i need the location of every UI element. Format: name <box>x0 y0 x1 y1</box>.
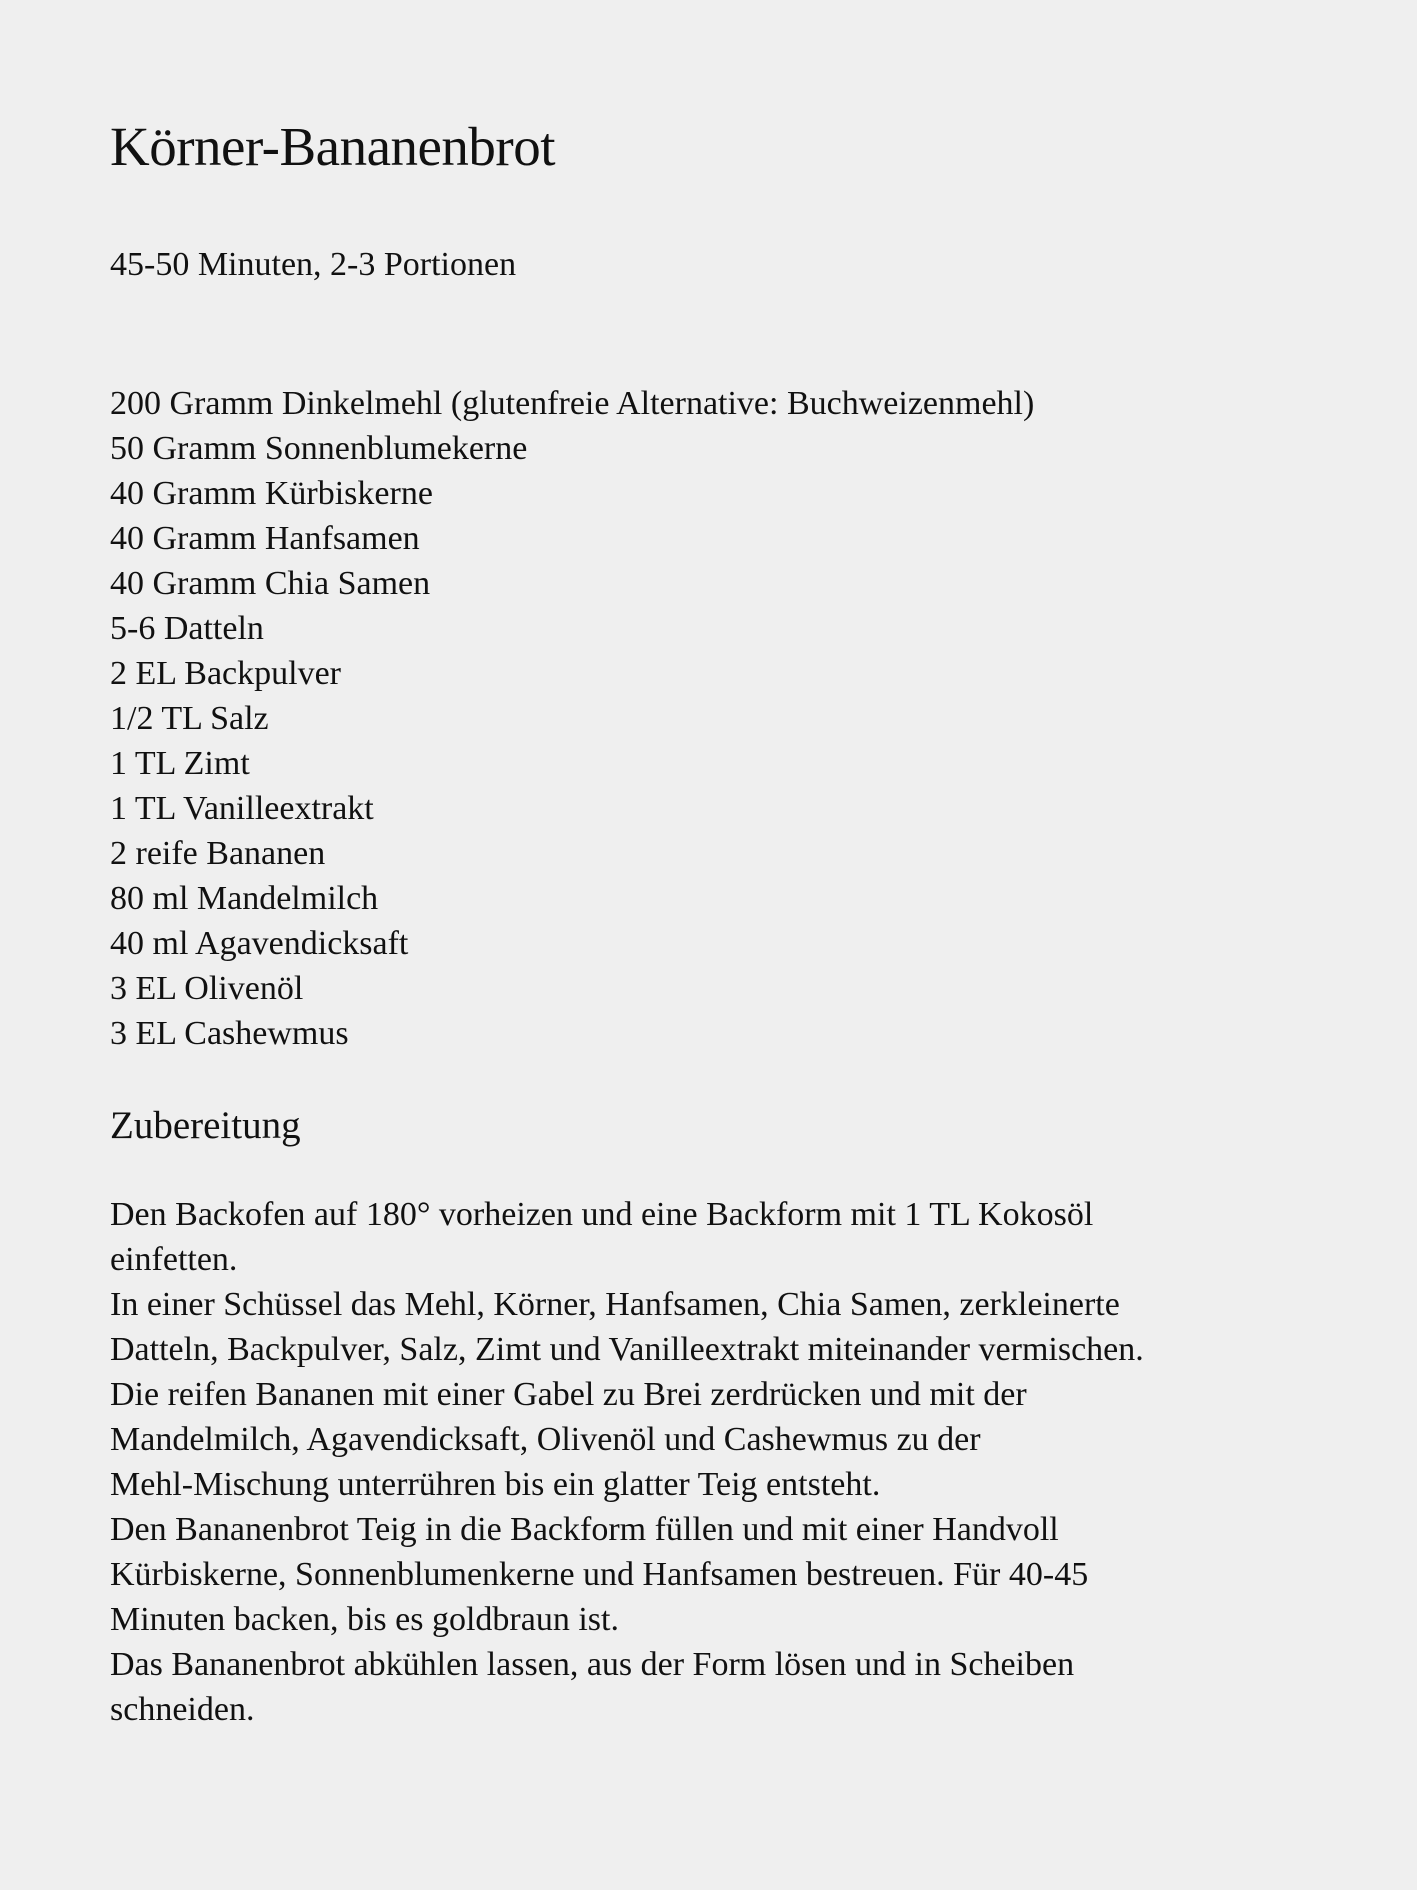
ingredient-item: 40 Gramm Hanfsamen <box>110 520 420 557</box>
preparation-line: schneiden. <box>110 1691 255 1728</box>
ingredient-item: 50 Gramm Sonnenblumekerne <box>110 430 528 467</box>
ingredient-item: 40 Gramm Kürbiskerne <box>110 475 433 512</box>
preparation-line: Datteln, Backpulver, Salz, Zimt und Vanilleextrakt miteinander vermischen. <box>110 1331 1144 1368</box>
preparation-line: Den Bananenbrot Teig in die Backform füllen und mit einer Handvoll <box>110 1511 1059 1548</box>
ingredient-item: 1 TL Zimt <box>110 745 250 782</box>
preparation-line: Kürbiskerne, Sonnenblumenkerne und Hanfsamen bestreuen. Für 40-45 <box>110 1556 1089 1593</box>
preparation-line: Die reifen Bananen mit einer Gabel zu Brei zerdrücken und mit der <box>110 1376 1027 1413</box>
preparation-line: Das Bananenbrot abkühlen lassen, aus der Form lösen und in Scheiben <box>110 1646 1075 1683</box>
preparation-line: Mandelmilch, Agavendicksaft, Olivenöl und Cashewmus zu der <box>110 1421 981 1458</box>
ingredient-item: 1/2 TL Salz <box>110 700 269 737</box>
preparation-heading: Zubereitung <box>110 1104 301 1147</box>
ingredient-item: 80 ml Mandelmilch <box>110 880 379 917</box>
ingredient-item: 2 EL Backpulver <box>110 655 341 692</box>
ingredient-item: 2 reife Bananen <box>110 835 326 872</box>
ingredient-item: 5-6 Datteln <box>110 610 264 647</box>
preparation-text <box>110 1192 1260 1732</box>
ingredient-list <box>110 381 1034 1056</box>
ingredient-item: 200 Gramm Dinkelmehl (glutenfreie Alternative: Buchweizenmehl) <box>110 385 1035 422</box>
ingredient-item: 40 ml Agavendicksaft <box>110 925 409 962</box>
recipe-time-and-servings: 45-50 Minuten, 2-3 Portionen <box>110 246 517 283</box>
preparation-line: In einer Schüssel das Mehl, Körner, Hanfsamen, Chia Samen, zerkleinerte <box>110 1286 1120 1323</box>
recipe-title: Körner-Bananenbrot <box>110 116 555 177</box>
ingredient-item: 3 EL Cashewmus <box>110 1015 349 1052</box>
preparation-line: Den Backofen auf 180° vorheizen und eine Backform mit 1 TL Kokosöl <box>110 1196 1094 1233</box>
ingredient-item: 40 Gramm Chia Samen <box>110 565 431 602</box>
preparation-line: einfetten. <box>110 1241 238 1278</box>
ingredient-item: 1 TL Vanilleextrakt <box>110 790 374 827</box>
preparation-line: Mehl-Mischung unterrühren bis ein glatter Teig entsteht. <box>110 1466 881 1503</box>
preparation-line: Minuten backen, bis es goldbraun ist. <box>110 1601 619 1638</box>
ingredient-item: 3 EL Olivenöl <box>110 970 304 1007</box>
